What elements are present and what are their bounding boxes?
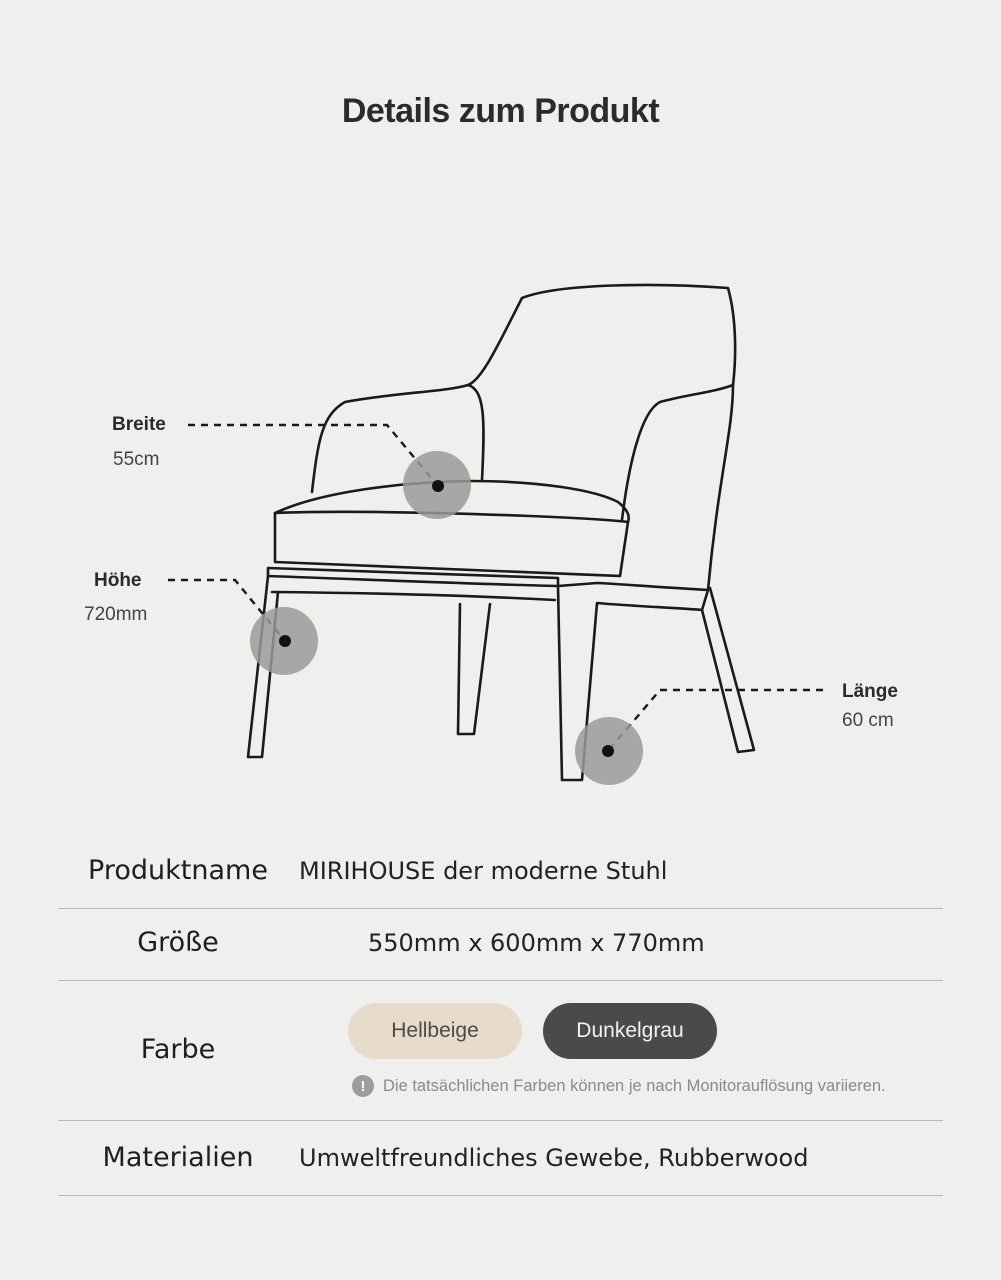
product-name-label: Produktname [88,855,268,886]
materials-value: Umweltfreundliches Gewebe, Rubberwood [299,1144,809,1172]
size-label: Größe [137,927,219,958]
breite-callout [188,425,471,519]
page-title: Details zum Produkt [341,92,660,130]
size-value: 550mm x 600mm x 770mm [368,929,705,957]
chair-illustration [248,285,754,780]
breite-label: Breite [112,414,166,435]
color-option-dunkelgrau[interactable]: Dunkelgrau [543,1003,717,1059]
color-option-hellbeige[interactable]: Hellbeige [348,1003,522,1059]
materials-label: Materialien [102,1142,254,1173]
laenge-value: 60 cm [842,710,894,731]
color-note [352,1075,886,1097]
breite-value: 55cm [113,449,160,470]
product-name-value: MIRIHOUSE der moderne Stuhl [299,857,668,885]
hoehe-callout [168,580,318,675]
hoehe-value: 720mm [84,604,148,625]
laenge-callout [575,690,823,785]
color-label: Farbe [140,1034,216,1065]
color-note-text: Die tatsächlichen Farben können je nach Monitorauflösung variieren. [383,1076,886,1095]
exclamation-icon: ! [352,1075,374,1097]
laenge-label: Länge [842,681,898,702]
hoehe-label: Höhe [94,570,142,591]
